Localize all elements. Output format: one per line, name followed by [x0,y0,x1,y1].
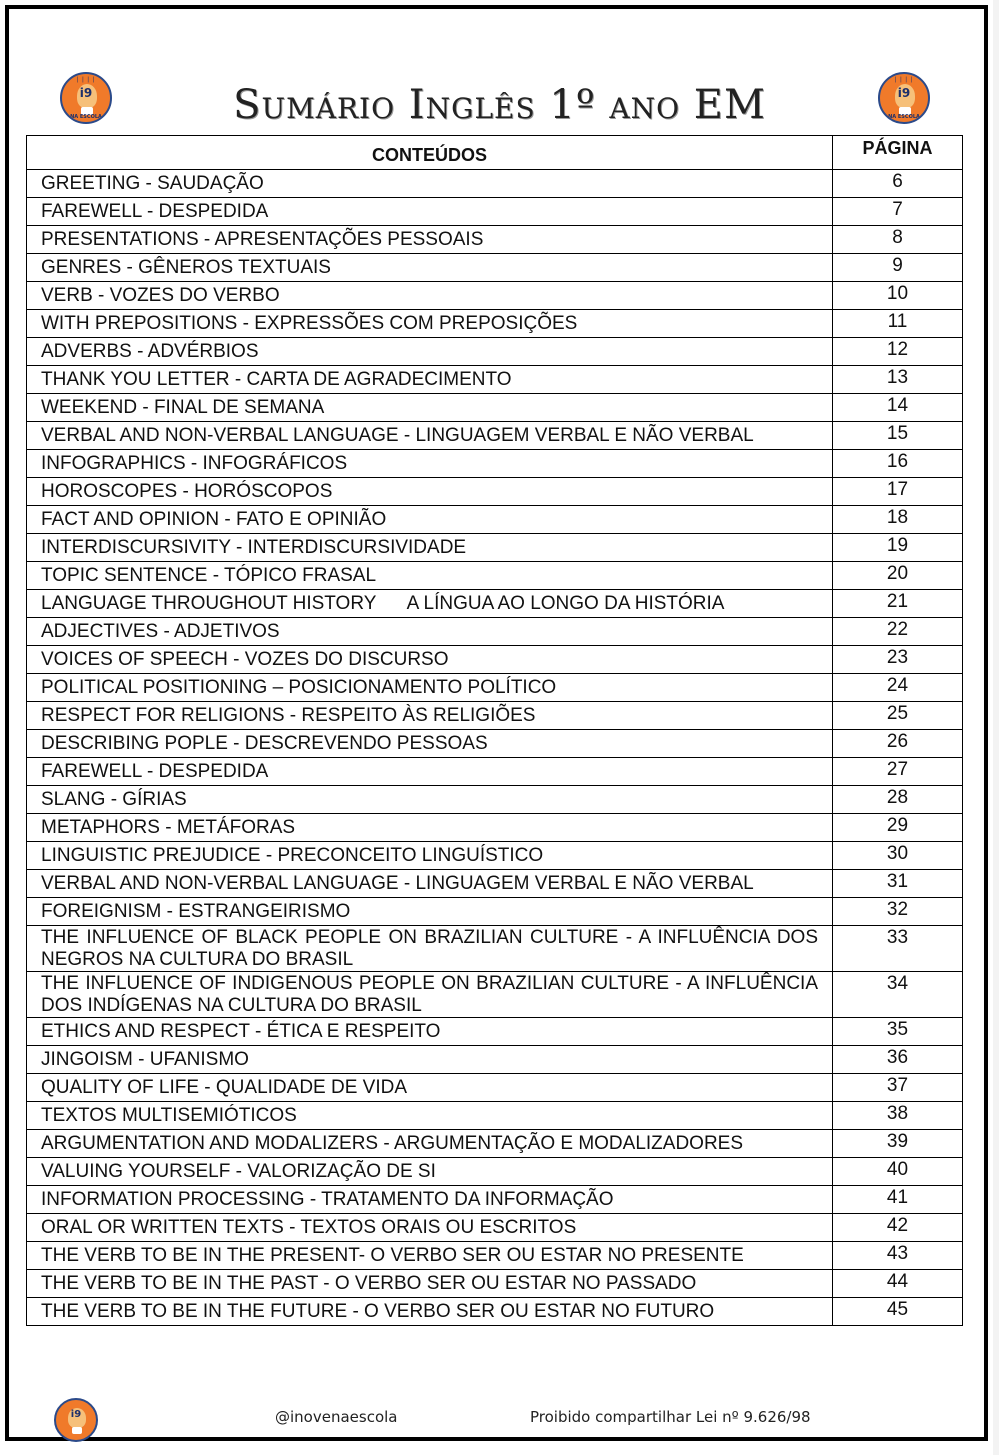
row-page-number: 43 [833,1242,963,1270]
row-content: THE VERB TO BE IN THE FUTURE - O VERBO SER OU ESTAR NO FUTURO [27,1298,833,1326]
table-row [27,1186,963,1214]
table-row [27,1298,963,1326]
row-page-number: 16 [833,450,963,478]
row-page-number: 10 [833,282,963,310]
row-page-number: 31 [833,870,963,898]
table-row [27,786,963,814]
row-content: ORAL OR WRITTEN TEXTS - TEXTOS ORAIS OU ESCRITOS [27,1214,833,1242]
table-row [27,842,963,870]
logo-text: i9 [70,1409,82,1420]
row-content: LANGUAGE THROUGHOUT HISTORY A LÍNGUA AO LONGO DA HISTÓRIA [27,590,833,618]
row-content: THE INFLUENCE OF INDIGENOUS PEOPLE ON BRAZILIAN CULTURE - A INFLUÊNCIA DOS INDÍGENAS NA CULTURA DO BRASIL [27,972,833,1018]
row-page-number: 20 [833,562,963,590]
table-row [27,506,963,534]
table-row [27,870,963,898]
table-row [27,814,963,842]
row-content: VALUING YOURSELF - VALORIZAÇÃO DE SI [27,1158,833,1186]
row-page-number: 42 [833,1214,963,1242]
row-page-number: 19 [833,534,963,562]
row-content: TEXTOS MULTISEMIÓTICOS [27,1102,833,1130]
table-row [27,254,963,282]
bulb-base-icon [72,1427,82,1434]
row-content: ARGUMENTATION AND MODALIZERS - ARGUMENTAÇÃO E MODALIZADORES [27,1130,833,1158]
table-row [27,590,963,618]
row-content: INFORMATION PROCESSING - TRATAMENTO DA INFORMAÇÃO [27,1186,833,1214]
row-page-number: 36 [833,1046,963,1074]
row-content: VERBAL AND NON-VERBAL LANGUAGE - LINGUAGEM VERBAL E NÃO VERBAL [27,870,833,898]
row-content: FACT AND OPINION - FATO E OPINIÃO [27,506,833,534]
row-page-number: 32 [833,898,963,926]
row-content: INFOGRAPHICS - INFOGRÁFICOS [27,450,833,478]
row-content: LINGUISTIC PREJUDICE - PRECONCEITO LINGUÍSTICO [27,842,833,870]
i9-logo-icon [878,72,930,124]
row-page-number: 15 [833,422,963,450]
row-page-number: 14 [833,394,963,422]
row-content: GREETING - SAUDAÇÃO [27,170,833,198]
footer-copyright-notice: Proibido compartilhar Lei nº 9.626/98 [530,1408,811,1426]
table-row [27,198,963,226]
row-page-number: 18 [833,506,963,534]
row-content: SLANG - GÍRIAS [27,786,833,814]
row-content: FAREWELL - DESPEDIDA [27,758,833,786]
table-header-row [27,136,963,170]
row-content: FOREIGNISM - ESTRANGEIRISMO [27,898,833,926]
row-content: POLITICAL POSITIONING – POSICIONAMENTO POLÍTICO [27,674,833,702]
row-content: ADVERBS - ADVÉRBIOS [27,338,833,366]
table-row [27,1214,963,1242]
row-page-number: 37 [833,1074,963,1102]
table-row [27,898,963,926]
row-content: DESCRIBING POPLE - DESCREVENDO PESSOAS [27,730,833,758]
logo-ring-text: NA ESCOLA [888,114,920,120]
table-row [27,730,963,758]
row-content: WEEKEND - FINAL DE SEMANA [27,394,833,422]
table-row [27,562,963,590]
table-row [27,926,963,972]
row-page-number: 26 [833,730,963,758]
row-page-number: 30 [833,842,963,870]
row-content: METAPHORS - METÁFORAS [27,814,833,842]
row-page-number: 9 [833,254,963,282]
row-page-number: 38 [833,1102,963,1130]
row-page-number: 35 [833,1018,963,1046]
bulb-rays-icon: | | | | [76,77,96,83]
row-content: WITH PREPOSITIONS - EXPRESSÕES COM PREPOSIÇÕES [27,310,833,338]
row-content: VERB - VOZES DO VERBO [27,282,833,310]
row-content: ETHICS AND RESPECT - ÉTICA E RESPEITO [27,1018,833,1046]
row-page-number: 40 [833,1158,963,1186]
row-content: THE INFLUENCE OF BLACK PEOPLE ON BRAZILIAN CULTURE - A INFLUÊNCIA DOS NEGROS NA CULTURA DO BRASIL [27,926,833,972]
row-page-number: 7 [833,198,963,226]
table-row [27,534,963,562]
row-page-number: 33 [833,926,963,972]
row-content: GENRES - GÊNEROS TEXTUAIS [27,254,833,282]
table-row [27,1018,963,1046]
row-content: QUALITY OF LIFE - QUALIDADE DE VIDA [27,1074,833,1102]
row-page-number: 34 [833,972,963,1018]
table-body [27,170,963,1326]
table-row [27,1270,963,1298]
page-title: Sumário Inglês 1º ano EM [233,82,766,128]
row-content: VOICES OF SPEECH - VOZES DO DISCURSO [27,646,833,674]
table-row [27,338,963,366]
row-page-number: 41 [833,1186,963,1214]
row-page-number: 6 [833,170,963,198]
table-row [27,282,963,310]
table-row [27,394,963,422]
bulb-rays-icon: | | | | [894,77,914,83]
row-page-number: 8 [833,226,963,254]
column-header-contents: CONTEÚDOS [27,136,833,170]
table-row [27,422,963,450]
logo-ring-text: NA ESCOLA [70,114,102,120]
column-header-page: PÁGINA [833,136,963,170]
row-content: HOROSCOPES - HORÓSCOPOS [27,478,833,506]
row-content: FAREWELL - DESPEDIDA [27,198,833,226]
row-content: THE VERB TO BE IN THE PAST - O VERBO SER OU ESTAR NO PASSADO [27,1270,833,1298]
row-content: ADJECTIVES - ADJETIVOS [27,618,833,646]
logo-text: i9 [79,86,93,100]
table-row [27,1130,963,1158]
row-content: THE VERB TO BE IN THE PRESENT- O VERBO SER OU ESTAR NO PRESENTE [27,1242,833,1270]
table-row [27,1158,963,1186]
row-content: THANK YOU LETTER - CARTA DE AGRADECIMENTO [27,366,833,394]
table-row [27,226,963,254]
row-page-number: 39 [833,1130,963,1158]
logo-text: i9 [897,86,911,100]
footer-social-handle: @inovenaescola [275,1408,398,1426]
row-page-number: 12 [833,338,963,366]
table-row [27,1242,963,1270]
row-content: INTERDISCURSIVITY - INTERDISCURSIVIDADE [27,534,833,562]
row-page-number: 22 [833,618,963,646]
table-row [27,646,963,674]
table-row [27,1046,963,1074]
table-row [27,972,963,1018]
i9-logo-icon [54,1398,98,1442]
page-edge-shadow [993,0,999,1455]
row-content: JINGOISM - UFANISMO [27,1046,833,1074]
table-row [27,758,963,786]
row-content: RESPECT FOR RELIGIONS - RESPEITO ÀS RELIGIÕES [27,702,833,730]
row-page-number: 29 [833,814,963,842]
row-content: PRESENTATIONS - APRESENTAÇÕES PESSOAIS [27,226,833,254]
row-page-number: 27 [833,758,963,786]
table-row [27,170,963,198]
table-row [27,618,963,646]
row-content: VERBAL AND NON-VERBAL LANGUAGE - LINGUAGEM VERBAL E NÃO VERBAL [27,422,833,450]
row-page-number: 28 [833,786,963,814]
row-page-number: 25 [833,702,963,730]
table-row [27,450,963,478]
row-page-number: 11 [833,310,963,338]
row-page-number: 17 [833,478,963,506]
row-page-number: 13 [833,366,963,394]
row-page-number: 24 [833,674,963,702]
table-row [27,310,963,338]
row-page-number: 44 [833,1270,963,1298]
row-page-number: 21 [833,590,963,618]
row-content: TOPIC SENTENCE - TÓPICO FRASAL [27,562,833,590]
row-page-number: 45 [833,1298,963,1326]
table-of-contents [26,135,963,1326]
table-row [27,1074,963,1102]
table-row [27,674,963,702]
table-row [27,366,963,394]
row-page-number: 23 [833,646,963,674]
table-row [27,478,963,506]
table-row [27,702,963,730]
table-row [27,1102,963,1130]
